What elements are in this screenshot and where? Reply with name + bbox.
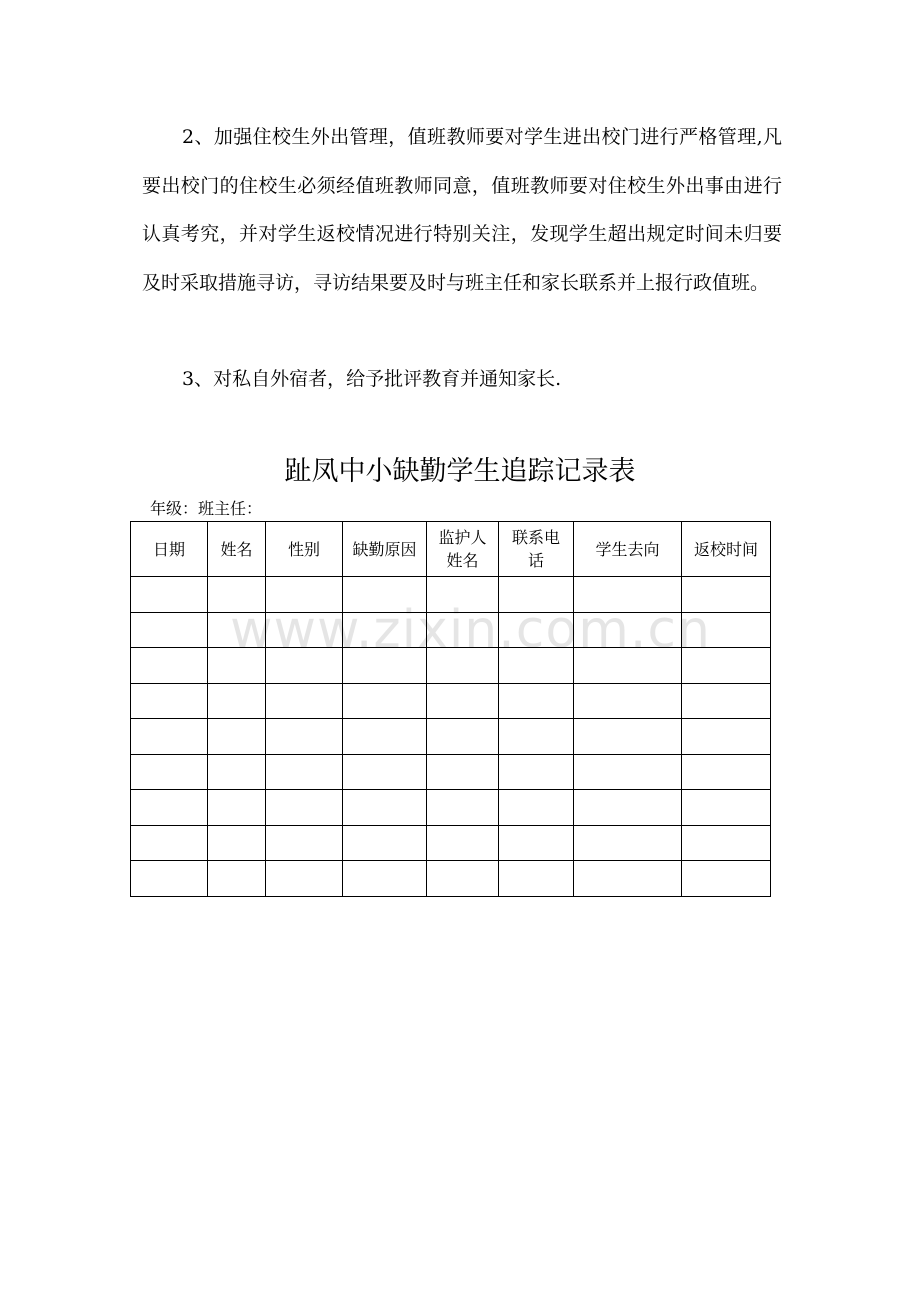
table-cell	[343, 577, 427, 613]
table-cell	[208, 861, 266, 897]
table-row	[131, 719, 771, 755]
table-cell	[682, 648, 771, 684]
table-cell	[266, 754, 343, 790]
table-cell	[574, 861, 682, 897]
table-cell	[343, 861, 427, 897]
table-cell	[682, 825, 771, 861]
table-cell	[131, 861, 208, 897]
table-row	[131, 648, 771, 684]
header-guardian-name: 监护人 姓名	[427, 522, 499, 577]
table-cell	[427, 577, 499, 613]
table-cell	[266, 825, 343, 861]
table-cell	[131, 612, 208, 648]
table-cell	[499, 754, 574, 790]
table-cell	[208, 648, 266, 684]
table-cell	[574, 790, 682, 826]
table-cell	[574, 683, 682, 719]
table-cell	[574, 577, 682, 613]
header-date: 日期	[131, 522, 208, 577]
table-cell	[266, 612, 343, 648]
table-cell	[574, 648, 682, 684]
paragraph-2: 2、加强住校生外出管理，值班教师要对学生进出校门进行严格管理,凡要出校门的住校生必须经值班教师同意，值班教师要对住校生外出事由进行认真考究，并对学生返校情况进行特别关注，发现学生超出规定时间未归要及时采取措施寻访，寻访结果要及时与班主任和家长联系并上报行政值班。	[142, 126, 782, 294]
table-cell	[427, 612, 499, 648]
table-cell	[343, 719, 427, 755]
table-cell	[427, 648, 499, 684]
table-cell	[499, 825, 574, 861]
table-cell	[131, 648, 208, 684]
table-cell	[427, 861, 499, 897]
table-cell	[208, 825, 266, 861]
table-cell	[682, 577, 771, 613]
table-cell	[499, 577, 574, 613]
header-gender: 性别	[266, 522, 343, 577]
table-cell	[499, 719, 574, 755]
table-cell	[266, 719, 343, 755]
watermark: www.zixin.com.cn	[230, 600, 711, 660]
table-header-row	[131, 522, 771, 577]
table-cell	[131, 577, 208, 613]
table-cell	[208, 683, 266, 719]
table-cell	[266, 648, 343, 684]
table-cell	[343, 754, 427, 790]
table-row	[131, 861, 771, 897]
table-cell	[427, 683, 499, 719]
table-cell	[131, 719, 208, 755]
table-body	[131, 577, 771, 897]
table-cell	[427, 790, 499, 826]
table-cell	[574, 719, 682, 755]
table-row	[131, 790, 771, 826]
table-cell	[208, 719, 266, 755]
grade-teacher-line: 年级：班主任：	[150, 499, 263, 518]
table-row	[131, 577, 771, 613]
table-cell	[343, 648, 427, 684]
table-cell	[266, 577, 343, 613]
absence-tracking-table	[130, 521, 771, 897]
table-cell	[208, 790, 266, 826]
table-cell	[208, 754, 266, 790]
table-cell	[131, 825, 208, 861]
table-cell	[427, 825, 499, 861]
header-student-whereabouts: 学生去向	[574, 522, 682, 577]
table-cell	[266, 861, 343, 897]
table-cell	[499, 683, 574, 719]
header-contact-phone: 联系电 话	[499, 522, 574, 577]
table-cell	[682, 719, 771, 755]
table-cell	[499, 612, 574, 648]
table-cell	[682, 683, 771, 719]
table-title: 趾凤中小缺勤学生追踪记录表	[284, 456, 636, 487]
header-return-time: 返校时间	[682, 522, 771, 577]
table-cell	[574, 612, 682, 648]
table-cell	[682, 861, 771, 897]
table-cell	[266, 683, 343, 719]
paragraph-3: 3、对私自外宿者，给予批评教育并通知家长.	[182, 368, 562, 390]
table-cell	[427, 754, 499, 790]
table-row	[131, 825, 771, 861]
table-cell	[682, 612, 771, 648]
table-cell	[266, 790, 343, 826]
table-row	[131, 612, 771, 648]
table-cell	[499, 790, 574, 826]
table-cell	[343, 683, 427, 719]
table-cell	[343, 825, 427, 861]
table-cell	[131, 683, 208, 719]
table-cell	[574, 754, 682, 790]
table-cell	[682, 754, 771, 790]
table-cell	[343, 612, 427, 648]
table-cell	[682, 790, 771, 826]
table-cell	[343, 790, 427, 826]
header-name: 姓名	[208, 522, 266, 577]
table-row	[131, 683, 771, 719]
table-cell	[574, 825, 682, 861]
table-cell	[208, 577, 266, 613]
table-cell	[208, 612, 266, 648]
table-cell	[131, 790, 208, 826]
table-cell	[499, 861, 574, 897]
table-cell	[131, 754, 208, 790]
table-cell	[427, 719, 499, 755]
table-row	[131, 754, 771, 790]
header-absence-reason: 缺勤原因	[343, 522, 427, 577]
table-cell	[499, 648, 574, 684]
